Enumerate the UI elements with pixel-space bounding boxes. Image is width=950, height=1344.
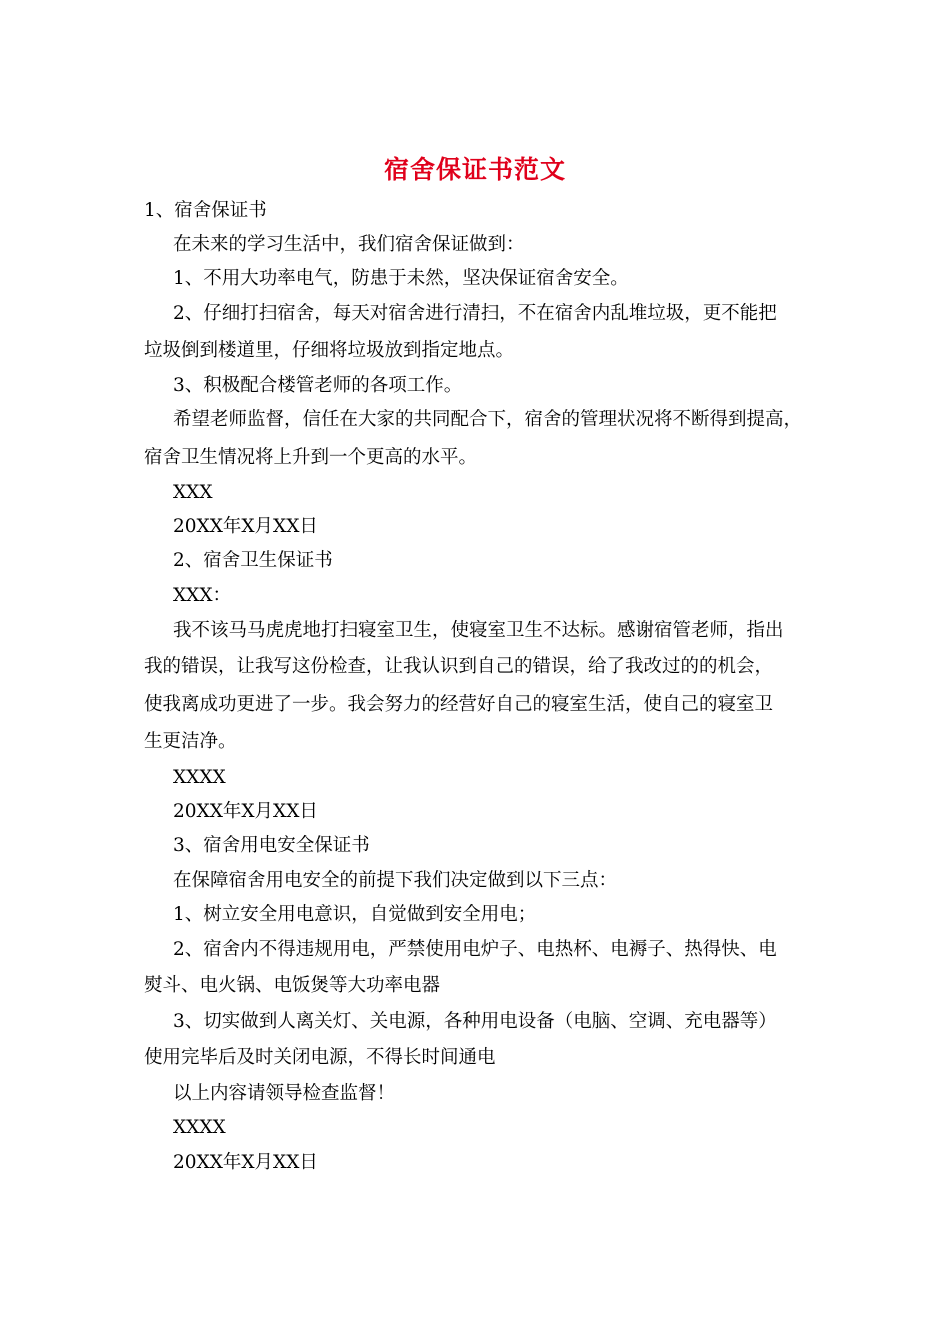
paragraph-line: 1、树立安全用电意识，自觉做到安全用电；	[173, 904, 537, 925]
paragraph-line: 2、宿舍内不得违规用电，严禁使用电炉子、电热杯、电褥子、热得快、电	[173, 939, 777, 960]
paragraph-line: 熨斗、电火锅、电饭煲等大功率电器	[144, 975, 441, 996]
paragraph-line: 希望老师监督，信任在大家的共同配合下，宿舍的管理状况将不断得到提高，	[173, 409, 803, 430]
salutation: XXX：	[173, 585, 232, 606]
document-title: 宿舍保证书范文	[383, 155, 566, 184]
signature: XXXX	[173, 1117, 226, 1138]
paragraph-line: 3、积极配合楼管老师的各项工作。	[173, 375, 463, 396]
paragraph-line: 在保障宿舍用电安全的前提下我们决定做到以下三点：	[173, 870, 618, 891]
signature: XXXX	[173, 767, 226, 788]
signature: XXX	[173, 482, 213, 503]
paragraph-line: 使用完毕后及时关闭电源，不得长时间通电	[144, 1047, 496, 1068]
date-line: 20XX年X月XX日	[173, 1152, 318, 1173]
paragraph-line: 使我离成功更进了一步。我会努力的经营好自己的寝室生活，使自己的寝室卫	[144, 694, 774, 715]
section-heading-3: 3、宿舍用电安全保证书	[173, 835, 370, 856]
paragraph-line: 生更洁净。	[144, 731, 237, 752]
section-heading-2: 2、宿舍卫生保证书	[173, 550, 333, 571]
paragraph-line: 我的错误，让我写这份检查，让我认识到自己的错误，给了我改过的的机会，	[144, 656, 774, 677]
date-line: 20XX年X月XX日	[173, 516, 318, 537]
paragraph-line: 在未来的学习生活中，我们宿舍保证做到：	[173, 234, 525, 255]
date-line: 20XX年X月XX日	[173, 801, 318, 822]
paragraph-line: 垃圾倒到楼道里，仔细将垃圾放到指定地点。	[144, 340, 515, 361]
paragraph-line: 2、仔细打扫宿舍，每天对宿舍进行清扫，不在宿舍内乱堆垃圾，更不能把	[173, 303, 777, 324]
section-heading-1: 1、宿舍保证书	[144, 200, 267, 221]
paragraph-line: 3、切实做到人离关灯、关电源，各种用电设备（电脑、空调、充电器等）	[173, 1011, 777, 1032]
paragraph-line: 我不该马马虎虎地打扫寝室卫生，使寝室卫生不达标。感谢宿管老师，指出	[173, 620, 784, 641]
paragraph-line: 以上内容请领导检查监督！	[173, 1083, 396, 1104]
paragraph-line: 宿舍卫生情况将上升到一个更高的水平。	[144, 447, 478, 468]
paragraph-line: 1、不用大功率电气，防患于未然，坚决保证宿舍安全。	[173, 268, 629, 289]
